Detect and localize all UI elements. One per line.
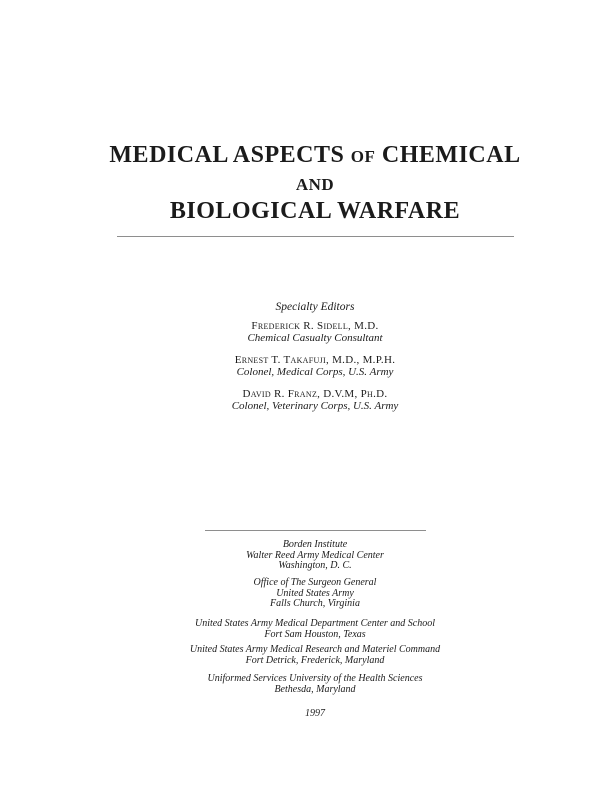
- title-segment-of: OF: [350, 147, 376, 166]
- publisher-line: United States Army Medical Department Center and School: [194, 618, 436, 629]
- publisher-entry-borden-institute: [18, 540, 612, 572]
- publisher-line: Falls Church, Virginia: [270, 598, 360, 609]
- publisher-entry-amedd-center-school: [18, 619, 612, 640]
- publisher-line: United States Army Medical Research and Materiel Command: [189, 644, 441, 655]
- publisher-divider-rule: [205, 530, 426, 531]
- editor-entry: [18, 320, 612, 344]
- publisher-line: Bethesda, Maryland: [274, 683, 356, 695]
- publisher-line: Walter Reed Army Medical Center: [246, 549, 384, 561]
- title-divider-rule: [117, 236, 514, 237]
- publisher-line: Fort Detrick, Frederick, Maryland: [245, 654, 385, 666]
- publisher-line: Uniformed Services University of the Health Sciences: [207, 673, 423, 684]
- publisher-line: United States Army: [276, 587, 354, 599]
- editor-name: Ernest T. Takafuji, M.D., M.P.H.: [234, 354, 396, 366]
- editor-role: Chemical Casualty Consultant: [247, 332, 383, 344]
- editor-entry: [18, 354, 612, 378]
- book-title-line-1: [18, 142, 612, 170]
- publisher-entry-uniformed-services-university: [18, 674, 612, 695]
- publisher-line: Washington, D. C.: [278, 560, 352, 571]
- title-segment-chemical: CHEMICAL: [381, 142, 521, 168]
- book-title-line-2: BIOLOGICAL WARFARE: [169, 198, 461, 224]
- book-title-conjunction: AND: [295, 175, 335, 194]
- publisher-entry-materiel-command: [18, 645, 612, 666]
- publisher-line: Fort Sam Houston, Texas: [264, 628, 366, 640]
- editor-role: Colonel, Veterinary Corps, U.S. Army: [231, 400, 399, 412]
- publication-year: 1997: [305, 708, 325, 719]
- publisher-line: Borden Institute: [282, 539, 348, 550]
- editor-entry: [18, 388, 612, 412]
- title-segment-medical-aspects: MEDICAL ASPECTS: [109, 142, 345, 168]
- editor-name: Frederick R. Sidell, M.D.: [251, 320, 379, 332]
- publisher-line: Office of The Surgeon General: [253, 577, 377, 588]
- editor-name: David R. Franz, D.V.M, Ph.D.: [242, 388, 388, 400]
- specialty-editors-heading: Specialty Editors: [275, 301, 355, 313]
- publisher-entry-surgeon-general: [18, 578, 612, 610]
- editor-role: Colonel, Medical Corps, U.S. Army: [236, 366, 394, 378]
